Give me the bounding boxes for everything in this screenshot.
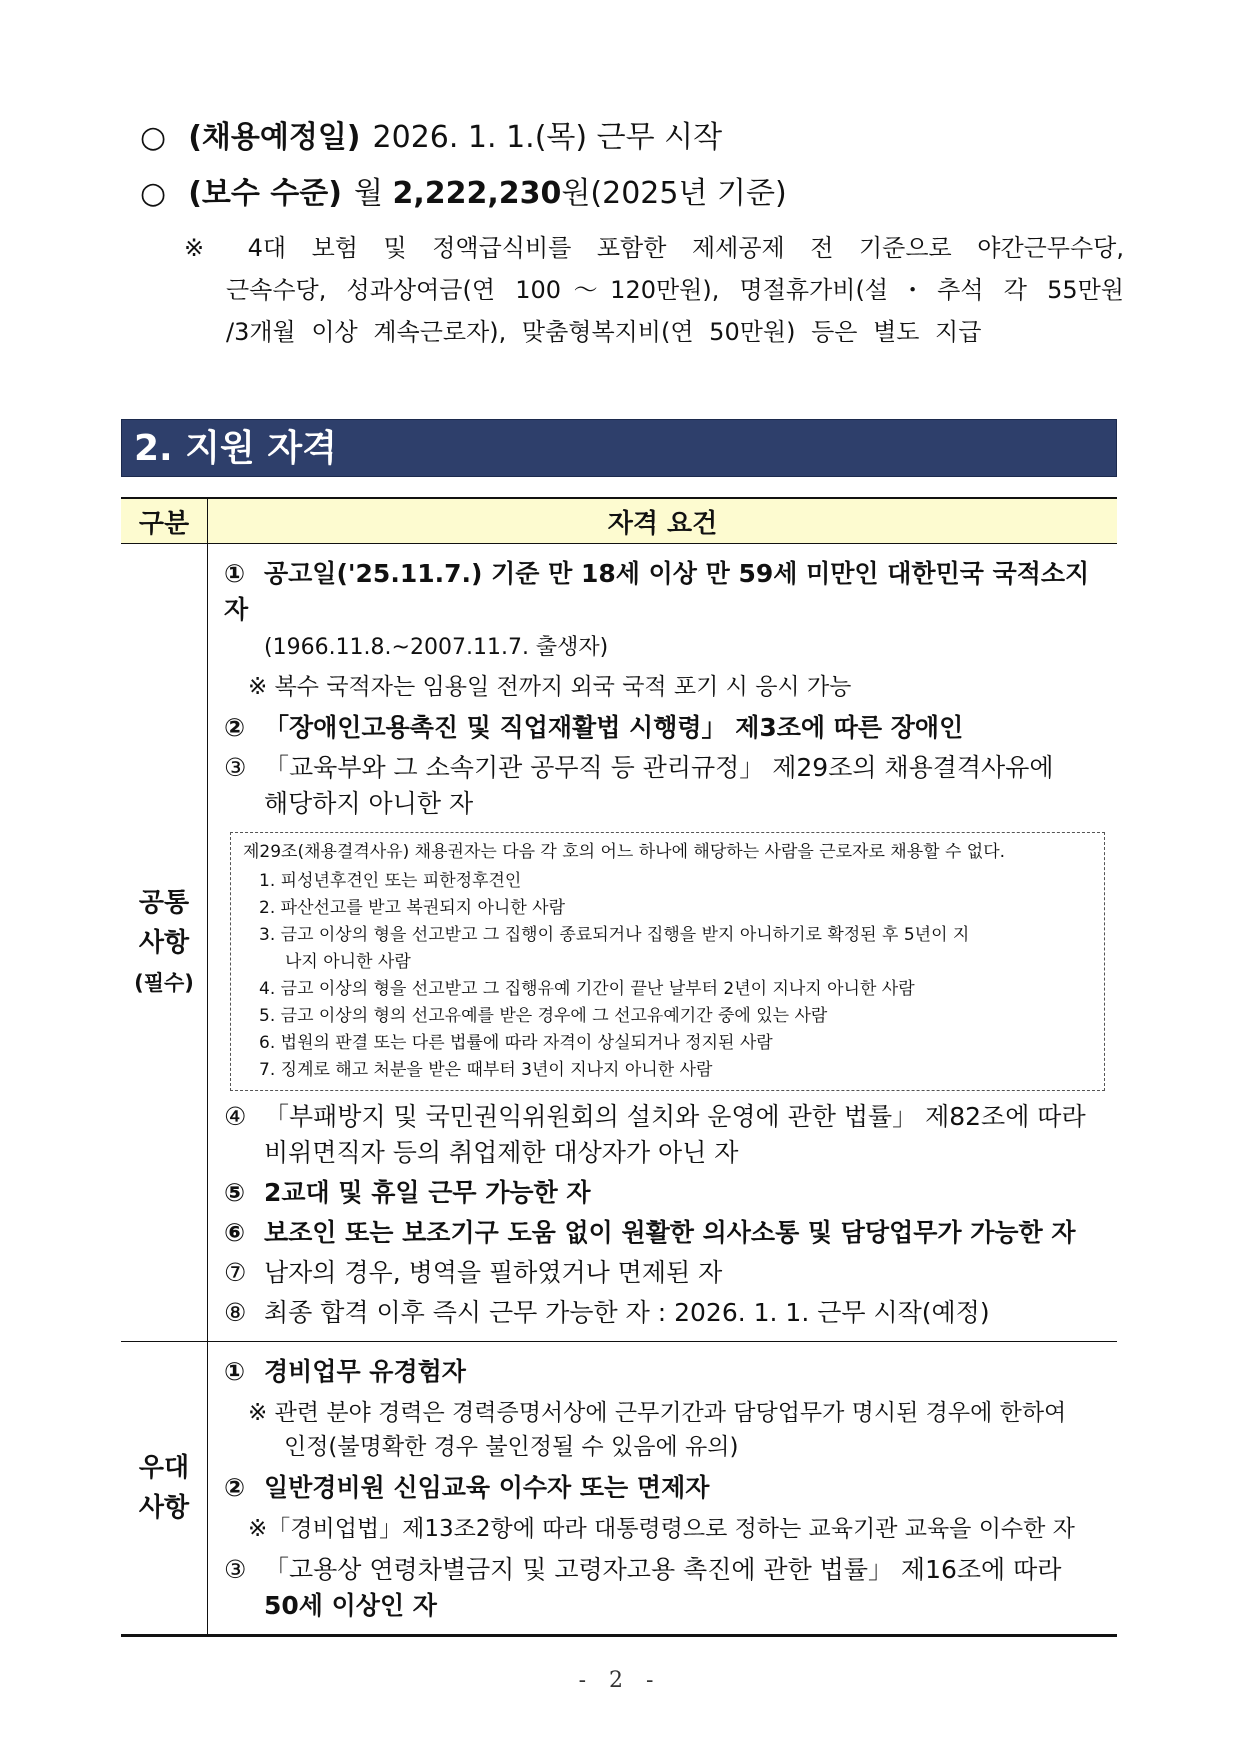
law-article-title: 제29조(채용결격사유) 채용권자는 다음 각 호의 어느 하나에 해당하는 사람을 근로자로 채용할 수 없다.: [243, 842, 1006, 862]
common-requirements-cell: [208, 544, 1118, 1342]
item-text: 2교대 및 휴일 근무 가능한 자: [264, 1178, 591, 1207]
law-item-number: 1.: [259, 871, 276, 891]
law-item-text: 징계로 해고 처분을 받은 때부터 3년이 지나지 아니한 사람: [280, 1060, 713, 1080]
pay-level-pre: 월: [353, 176, 383, 211]
item-number: ②: [224, 1473, 246, 1502]
pay-level-line: [140, 174, 787, 214]
common-label-1: 공통: [138, 887, 190, 918]
item-number: ③: [224, 753, 247, 782]
law-item-text: 법원의 판결 또는 다른 법률에 따라 자격이 상실되거나 정지된 사람: [280, 1033, 773, 1053]
item-number: ①: [224, 559, 246, 588]
common-item-3: [224, 750, 1111, 822]
item-number: ⑧: [224, 1298, 247, 1327]
law-item-number: 7.: [259, 1060, 276, 1080]
law-item-text-cont: 나지 아니한 사람: [285, 952, 411, 972]
common-category-cell: [121, 544, 208, 1342]
preferred-label-1: 우대: [138, 1453, 190, 1483]
item-text: 최종 합격 이후 즉시 근무 가능한 자 : 2026. 1. 1. 근무 시작(예정): [264, 1298, 990, 1327]
table-row-common: [121, 544, 1117, 1342]
page-number: - 2 -: [578, 1668, 662, 1693]
preferred-label-2: 사항: [138, 1493, 190, 1523]
hiring-date-heading: (채용예정일): [188, 120, 361, 155]
item-text: 「교육부와 그 소속기관 공무직 등 관리규정」 제29조의 채용결격사유에: [264, 753, 1054, 782]
common-item-1: [224, 556, 1111, 628]
item-number: ②: [224, 713, 246, 742]
common-item-7: [224, 1255, 1111, 1291]
item-text: 경비업무 유경험자: [264, 1357, 466, 1386]
experience-note-cont: 인정(불명확한 경우 불인정될 수 있음에 유의): [284, 1434, 739, 1460]
law-item-number: 6.: [259, 1033, 276, 1053]
common-item-2: [224, 710, 1111, 746]
item-text: 공고일('25.11.7.) 기준 만 18세 이상 만 59세 미만인 대한민국 국적소지자: [224, 559, 1090, 624]
hiring-date-line: [140, 118, 722, 158]
law-item-7: [243, 1057, 1094, 1084]
law-item-text: 금고 이상의 형을 선고받고 그 집행이 종료되거나 집행을 받지 아니하기로 확정된 후 5년이 지: [280, 925, 970, 945]
pay-note: [184, 227, 1124, 353]
law-item-5: [243, 1003, 1094, 1030]
item-text-cont: 해당하지 아니한 자: [264, 789, 474, 818]
table-row-preferred: [121, 1342, 1117, 1636]
item-number: ③: [224, 1555, 247, 1584]
pay-note-line-1: ※ 4대 보험 및 정액급식비를 포함한 제세공제 전 기준으로 야간근무수당,: [184, 234, 1124, 262]
common-label-2: 사항: [138, 927, 190, 958]
qualification-table: [121, 497, 1117, 1637]
pay-note-line-2: 근속수당, 성과상여금(연 100～120만원), 명절휴가비(설・추석 각 55만원: [226, 276, 1124, 304]
law-article-box: [230, 832, 1105, 1091]
preferred-item-1: [224, 1354, 1111, 1390]
pay-level-heading: (보수 수준): [188, 176, 342, 211]
common-item-4: [224, 1099, 1111, 1171]
experience-note-text: ※ 관련 분야 경력은 경력증명서상에 근무기간과 담당업무가 명시된 경우에 한하여: [248, 1400, 1067, 1426]
item-number: ⑦: [224, 1258, 247, 1287]
law-item-3: [243, 922, 1094, 976]
common-item-6: [224, 1215, 1111, 1251]
law-item-text: 파산선고를 받고 복권되지 아니한 사람: [280, 898, 566, 918]
law-item-2: [243, 895, 1094, 922]
header-category: 구분: [121, 498, 208, 544]
common-label-3: (필수): [134, 970, 194, 995]
item-text: 「부패방지 및 국민권익위원회의 설치와 운영에 관한 법률」 제82조에 따라: [264, 1102, 1086, 1131]
preferred-item-3: [224, 1552, 1111, 1624]
item-number: ⑤: [224, 1178, 246, 1207]
law-item-text: 금고 이상의 형을 선고받고 그 집행유예 기간이 끝난 날부터 2년이 지나지 아니한 사람: [280, 979, 915, 999]
item-text: 「고용상 연령차별금지 및 고령자고용 촉진에 관한 법률」 제16조에 따라: [264, 1555, 1062, 1584]
circle-bullet-icon: ○: [140, 176, 167, 211]
preferred-category-cell: [121, 1342, 208, 1636]
law-item-6: [243, 1030, 1094, 1057]
law-item-number: 2.: [259, 898, 276, 918]
circle-bullet-icon: ○: [140, 120, 167, 155]
law-item-text: 피성년후견인 또는 피한정후견인: [280, 871, 522, 891]
item-number: ④: [224, 1102, 247, 1131]
header-requirements: 자격 요건: [208, 498, 1118, 544]
experience-note: [224, 1396, 1111, 1464]
law-item-1: [243, 868, 1094, 895]
law-item-text: 금고 이상의 형의 선고유예를 받은 경우에 그 선고유예기간 중에 있는 사람: [280, 1006, 828, 1026]
preferred-item-2: [224, 1470, 1111, 1506]
item-number: ①: [224, 1357, 246, 1386]
law-item-number: 3.: [259, 925, 276, 945]
pay-level-post: 원(2025년 기준): [561, 176, 787, 211]
law-item-number: 4.: [259, 979, 276, 999]
section-title-bar: 2. 지원 자격: [121, 419, 1117, 477]
law-item-number: 5.: [259, 1006, 276, 1026]
item-text-cont: 비위면직자 등의 취업제한 대상자가 아닌 자: [264, 1138, 739, 1167]
item-text-cont: 50세 이상인 자: [264, 1591, 437, 1620]
nationality-note: ※ 복수 국적자는 임용일 전까지 외국 국적 포기 시 응시 가능: [248, 674, 852, 700]
item-number: ⑥: [224, 1218, 246, 1247]
common-item-5: [224, 1175, 1111, 1211]
item-text: 일반경비원 신임교육 이수자 또는 면제자: [264, 1473, 710, 1502]
item-text: 「장애인고용촉진 및 직업재활법 시행령」 제3조에 따른 장애인: [264, 713, 964, 742]
item-text: 남자의 경우, 병역을 필하였거나 면제된 자: [264, 1258, 723, 1287]
item-text: 보조인 또는 보조기구 도움 없이 원활한 의사소통 및 담당업무가 가능한 자: [264, 1218, 1076, 1247]
birth-range: (1966.11.8.~2007.11.7. 출생자): [264, 635, 609, 660]
common-item-8: [224, 1295, 1111, 1331]
pay-level-amount: 2,222,230: [392, 176, 562, 211]
law-item-4: [243, 976, 1094, 1003]
hiring-date-text: 2026. 1. 1.(목) 근무 시작: [372, 120, 723, 155]
preferred-requirements-cell: [208, 1342, 1118, 1636]
training-note: ※「경비업법」제13조2항에 따라 대통령령으로 정하는 교육기관 교육을 이수한 자: [248, 1516, 1075, 1542]
pay-note-line-3: /3개월 이상 계속근로자), 맞춤형복지비(연 50만원) 등은 별도 지급: [226, 318, 982, 346]
